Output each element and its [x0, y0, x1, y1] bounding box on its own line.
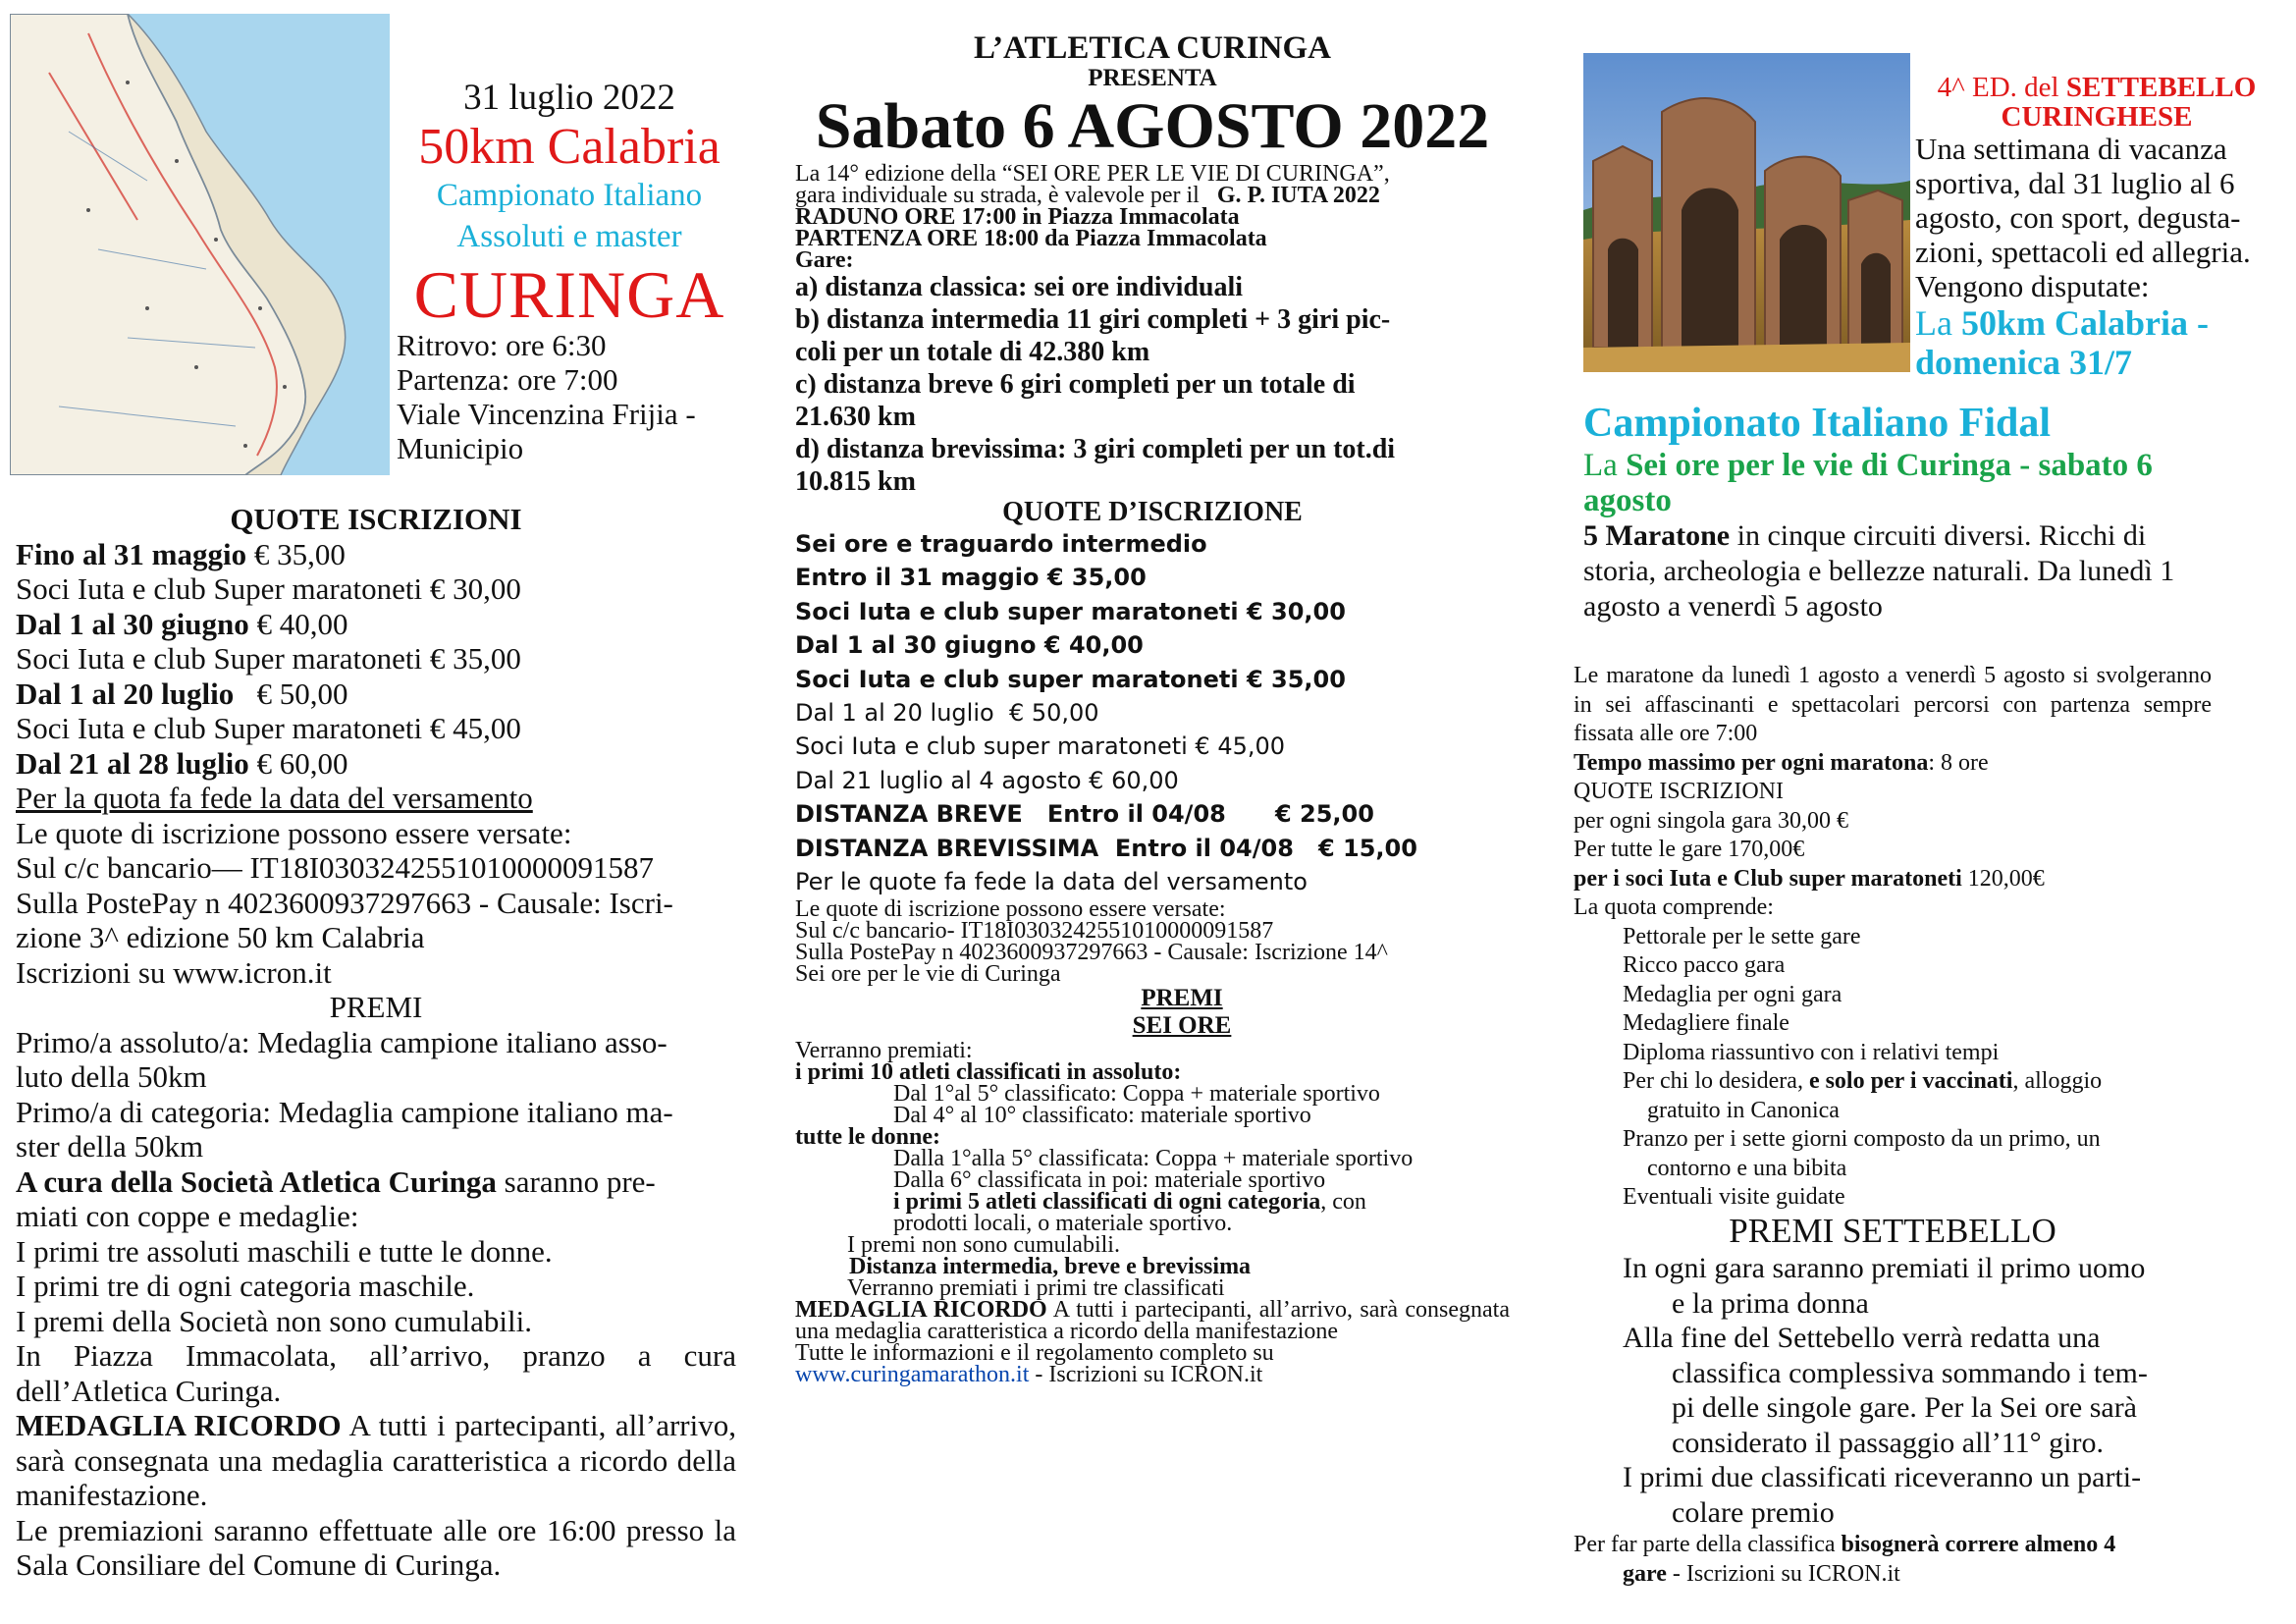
c2-gara-line: 21.630 km — [795, 402, 916, 432]
c2-quote-line: Sei ore e traguardo intermedio — [795, 530, 1207, 558]
c2-quote-line: Dal 1 al 30 giugno € 40,00 — [795, 631, 1144, 660]
c3-premi-line: In ogni gara saranno premiati il primo uomo — [1623, 1252, 2146, 1284]
c2-premi-title: PREMI — [1141, 985, 1223, 1012]
c1-fede-note: Per la quota fa fede la data del versamento — [16, 781, 533, 815]
c3-premi-line: classifica complessiva sommando i tem- — [1672, 1356, 2148, 1389]
c2-quote-line: Entro il 31 maggio € 35,00 — [795, 564, 1147, 592]
c3-comprende: La quota comprende: — [1574, 894, 1774, 920]
c2-quote-title: QUOTE D’ISCRIZIONE — [1002, 497, 1303, 527]
c3-include-item: Medagliere finale — [1623, 1010, 1789, 1036]
c1-town: CURINGA — [413, 257, 725, 332]
calabria-map — [10, 14, 390, 475]
c1-meeting-info — [397, 328, 750, 465]
c2-quote-line: Soci Iuta e club super maratoneti € 45,00 — [795, 732, 1286, 761]
c3-premi-line: considerato il passaggio all’11° giro. — [1672, 1426, 2104, 1459]
c1-info-line: Viale Vincenzina Frijia - — [397, 397, 696, 431]
c2-versate-line: Sul c/c bancario- IT18I0303242551010000091587 — [795, 918, 1274, 945]
c3-quote-line: per ogni singola gara 30,00 € — [1574, 807, 1848, 834]
c2-primi10: i primi 10 atleti classificati in assoluto: — [795, 1059, 1182, 1086]
c2-non-cum: I premi non sono cumulabili. — [847, 1232, 1120, 1259]
c1-quote-title: QUOTE ISCRIZIONI — [230, 502, 522, 536]
c1-quote-line: Soci Iuta e club Super maratoneti € 45,00 — [16, 711, 521, 745]
c2-quote-line: DISTANZA BREVISSIMA Entro il 04/08 € 15,00 — [795, 834, 1417, 862]
c2-partenza: PARTENZA ORE 18:00 da Piazza Immacolata — [795, 226, 1267, 251]
c1-cura-line: A cura della Società Atletica Curinga saranno pre- — [16, 1164, 656, 1199]
c2-prize-line: prodotti locali, o materiale sportivo. — [893, 1211, 1233, 1237]
roman-ruins-photo — [1583, 53, 1910, 372]
c2-quote-line: DISTANZA BREVE Entro il 04/08 € 25,00 — [795, 800, 1374, 829]
c1-versate-line: Sulla PostePay n 4023600937297663 - Causale: Iscri- — [16, 885, 673, 920]
c1-premi-line: ster della 50km — [16, 1129, 204, 1164]
c3-fidal-title: Campionato Italiano Fidal — [1583, 401, 2052, 446]
c2-quote-line: Dal 21 luglio al 4 agosto € 60,00 — [795, 766, 1179, 794]
c3-sei-ore-date: agosto — [1583, 483, 1672, 518]
c1-icron-link[interactable]: Iscrizioni su www.icron.it — [16, 954, 332, 990]
c2-quote-line: Soci Iuta e club super maratoneti € 30,00 — [795, 597, 1346, 625]
c3-tempo: Tempo massimo per ogni maratona: 8 ore — [1574, 749, 1989, 776]
c1-cura-line2: miati con coppe e medaglie: — [16, 1199, 359, 1233]
c1-quote-line: Dal 1 al 30 giugno € 40,00 — [16, 606, 348, 641]
c2-versate-line: Sei ore per le vie di Curinga — [795, 961, 1061, 988]
c2-presenta: PRESENTA — [1088, 65, 1217, 91]
c2-quote-line: Soci Iuta e club super maratoneti € 35,00 — [795, 665, 1346, 693]
c2-body — [795, 29, 1510, 1388]
c1-versate-line: Le quote di iscrizione possono essere versate: — [16, 815, 572, 850]
c3-premi-title: PREMI SETTEBELLO — [1729, 1212, 2056, 1250]
c3-premi-line: e la prima donna — [1672, 1286, 1869, 1320]
c3-include-item: Pettorale per le sette gare — [1623, 923, 1861, 949]
c3-intro: Una settimana di vacanza sportiva, dal 31 luglio al 6 agosto, con sport, degusta- zioni, spettacoli ed allegria. Vengono disputate: — [1915, 132, 2251, 303]
c2-versate-line: Le quote di iscrizione possono essere versate: — [795, 896, 1226, 923]
c2-intro-line: La 14° edizione della “SEI ORE PER LE VIE DI CURINGA”, — [795, 161, 1390, 187]
c2-event-date: Sabato 6 AGOSTO 2022 — [815, 90, 1490, 162]
ruins-drawing — [1583, 53, 1910, 372]
c3-include-item: gratuito in Canonica — [1647, 1097, 1840, 1123]
c1-premi-title: PREMI — [329, 990, 423, 1024]
c2-gara-line: 10.815 km — [795, 466, 916, 497]
c1-quote-line: Dal 21 al 28 luglio € 60,00 — [16, 745, 348, 781]
c2-verranno: Verranno premiati: — [795, 1038, 973, 1064]
c3-maratone-desc: Le maratone da lunedì 1 agosto a venerdì 5 agosto si svolgeranno in sei affascinanti e spettacolari percorsi con partenza sempre fissata alle ore 7:00 — [1574, 663, 2212, 746]
c2-distanza: Distanza intermedia, breve e brevissima — [849, 1254, 1252, 1280]
c2-gara-line: b) distanza intermedia 11 giri completi + 3 giri pic- — [795, 304, 1391, 335]
c3-premi-line: colare premio — [1672, 1495, 1835, 1529]
c1-premiazioni-note: Le premiazioni saranno effettuate alle ore 16:00 presso la Sala Consiliare del Comune di Curinga. — [16, 1512, 736, 1582]
c2-gara-line: coli per un totale di 42.380 km — [795, 337, 1150, 367]
c2-prize-line: Dalla 6° classificata in poi: materiale sportivo — [893, 1167, 1326, 1194]
c2-gara-line: c) distanza breve 6 giri completi per un totale di — [795, 369, 1356, 400]
c1-champ-line1: Campionato Italiano — [436, 178, 703, 213]
c3-header — [1915, 73, 2278, 382]
c3-include-item: Per chi lo desidera, e solo per i vaccinati, alloggio — [1623, 1068, 2103, 1094]
c2-donne: tutte le donne: — [795, 1124, 940, 1151]
c3-premi-line: Alla fine del Settebello verrà redatta una — [1623, 1322, 2101, 1354]
c2-prize-line: Dal 4° al 10° classificato: materiale sportivo — [893, 1103, 1311, 1129]
c1-info-line: Partenza: ore 7:00 — [397, 362, 618, 397]
c2-quote-line: Per le quote fa fede la data del versamento — [795, 868, 1308, 896]
c3-include-item: Diploma riassuntivo con i relativi tempi — [1623, 1039, 2000, 1065]
c2-gare-label: Gare: — [795, 247, 854, 273]
c3-include-item: Eventuali visite guidate — [1623, 1184, 1845, 1210]
c2-quote-list — [795, 527, 1510, 898]
c2-medaglia-note: MEDAGLIA RICORDO A tutti i partecipanti, all’arrivo, sarà consegnata una medaglia caratteristica a ricordo della manifestazione — [795, 1297, 1510, 1345]
c2-prize-line: i primi 5 atleti classificati di ogni categoria, con — [893, 1189, 1366, 1216]
c3-quote-line: Per tutte le gare 170,00€ — [1574, 837, 1805, 862]
c3-quote-title: QUOTE ISCRIZIONI — [1574, 779, 1784, 804]
c3-premi — [1574, 1212, 2212, 1589]
c3-edition-name: CURINGHESE — [2001, 101, 2193, 133]
c1-premi2-line: I primi tre assoluti maschili e tutte le donne. — [16, 1233, 553, 1269]
c1-quote-line: Soci Iuta e club Super maratoneti € 30,00 — [16, 571, 521, 606]
c3-edition: 4^ ED. del SETTEBELLO — [1937, 72, 2257, 103]
c1-premi-line: Primo/a di categoria: Medaglia campione italiano ma- — [16, 1094, 673, 1129]
c3-maratone: storia, archeologia e bellezze naturali. Da lunedì 1 — [1583, 555, 2175, 587]
c2-quote-line: Dal 1 al 20 luglio € 50,00 — [795, 699, 1099, 728]
c3-include-item: Medaglia per ogni gara — [1623, 981, 1842, 1007]
c2-gara-line: a) distanza classica: sei ore individuali — [795, 272, 1244, 302]
c3-classifica-note: gare - Iscrizioni su ICRON.it — [1623, 1561, 1900, 1587]
c1-premi2-line: I primi tre di ogni categoria maschile. — [16, 1269, 475, 1303]
c1-header — [393, 77, 746, 332]
c2-raduno: RADUNO ORE 17:00 in Piazza Immacolata — [795, 204, 1240, 230]
c1-date: 31 luglio 2022 — [463, 78, 675, 118]
c3-middle — [1583, 399, 2290, 624]
c1-versate-line: zione 3^ edizione 50 km Calabria — [16, 920, 425, 954]
c2-sei-ore-title: SEI ORE — [1132, 1012, 1232, 1040]
c1-piazza-note: In Piazza Immacolata, all’arrivo, pranzo a cura dell’Atletica Curinga. — [16, 1338, 736, 1408]
c1-info-line: Municipio — [397, 431, 524, 465]
c1-medaglia-note: MEDAGLIA RICORDO A tutti i partecipanti, all’arrivo, sarà consegnata una medaglia caratteristica a ricordo della manifestazione. — [16, 1408, 736, 1512]
c2-primi3: Verranno premiati i primi tre classificati — [847, 1275, 1225, 1302]
c2-link-line: www.curingamarathon.it - Iscrizioni su ICRON.it — [795, 1362, 1263, 1388]
c3-classifica-note: Per far parte della classifica bisognerà correre almeno 4 — [1574, 1532, 2116, 1557]
c3-sei-ore: La Sei ore per le vie di Curinga - sabato 6 — [1583, 448, 2153, 483]
c1-quote-line: Fino al 31 maggio € 35,00 — [16, 536, 346, 571]
c3-maratone: 5 Maratone in cinque circuiti diversi. Ricchi di — [1583, 519, 2147, 552]
c2-intro-line: gara individuale su strada, è valevole per il G. P. IUTA 2022 — [795, 183, 1380, 208]
c3-50km-date: domenica 31/7 — [1915, 343, 2132, 382]
c1-quote-line: Soci Iuta e club Super maratoneti € 35,00 — [16, 641, 521, 676]
c3-include-item: Pranzo per i sette giorni composto da un primo, un — [1623, 1126, 2101, 1152]
c2-gara-line: d) distanza brevissima: 3 giri completi per un tot.di — [795, 434, 1396, 464]
c3-include-item: Ricco pacco gara — [1623, 952, 1786, 978]
c1-premi-line: luto della 50km — [16, 1059, 207, 1094]
c3-maratone: agosto a venerdì 5 agosto — [1583, 590, 1883, 623]
c1-premi-line: Primo/a assoluto/a: Medaglia campione italiano asso- — [16, 1024, 667, 1059]
c3-premi-line: pi delle singole gare. Per la Sei ore sarà — [1672, 1391, 2137, 1424]
c2-versate-line: Sulla PostePay n 4023600937297663 - Causale: Iscrizione 14^ — [795, 940, 1388, 966]
c3-50km-line: La 50km Calabria - — [1915, 303, 2209, 343]
c3-premi-line: I primi due classificati riceveranno un parti- — [1623, 1461, 2142, 1493]
c3-details — [1574, 662, 2212, 1213]
c2-prize-line: Dal 1°al 5° classificato: Coppa + materiale sportivo — [893, 1081, 1380, 1108]
c1-versate-line: Sul c/c bancario— IT18I0303242551010000091587 — [16, 850, 655, 885]
c2-info-line: Tutte le informazioni e il regolamento completo su — [795, 1340, 1274, 1367]
map-drawing — [10, 14, 390, 475]
c1-champ-line2: Assoluti e master — [456, 219, 682, 254]
c1-premi2-line: I premi della Società non sono cumulabili. — [16, 1303, 533, 1338]
c3-quote-line: per i soci Iuta e Club super maratoneti 120,00€ — [1574, 865, 2045, 892]
c1-info-line: Ritrovo: ore 6:30 — [397, 328, 607, 362]
c1-race-title: 50km Calabria — [418, 119, 721, 175]
c1-body — [16, 502, 736, 1583]
c2-prize-line: Dalla 1°alla 5° classificata: Coppa + materiale sportivo — [893, 1146, 1414, 1172]
c3-include-item: contorno e una bibita — [1647, 1155, 1847, 1181]
c2-organizer: L’ATLETICA CURINGA — [974, 30, 1331, 66]
c2-website-link[interactable]: www.curingamarathon.it — [795, 1362, 1030, 1388]
c1-quote-line: Dal 1 al 20 luglio € 50,00 — [16, 676, 348, 711]
